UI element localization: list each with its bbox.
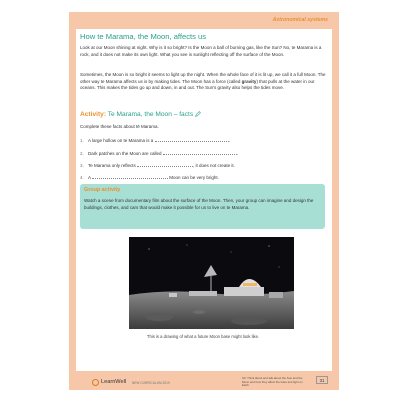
answer-blank[interactable] [137, 162, 193, 167]
question-2 [80, 150, 326, 156]
question-text: Te Marama only reflects [88, 163, 136, 168]
page-title: How te Marama, the Moon, affects us [80, 32, 207, 41]
question-1 [80, 137, 326, 143]
question-text: A [88, 175, 91, 180]
activity-title: Te Marama, the Moon – facts [107, 111, 194, 118]
brand-name: LearnWell [101, 379, 127, 385]
curriculum-note: S3: Think about and talk about the Sun and the Moon and how they affect the tides and light on Earth. [242, 376, 303, 388]
answer-blank[interactable] [155, 137, 229, 142]
question-text-end: , it does not create it. [193, 163, 235, 168]
answer-blank[interactable] [92, 174, 168, 179]
tides-text-before: Sometimes, the Moon is so bright it seems to light up the night. When the whole face of it is lit up, we call it a full Moon. The other way te Marama affects us is by making tides. The Moon has a force (called [80, 72, 326, 84]
question-text-end: . [228, 138, 230, 143]
footer-middle-text: NEW CURRICULUM 2019 [132, 381, 170, 385]
gravity-term: gravity [241, 78, 257, 84]
question-text-end: . [236, 151, 239, 156]
question-text-end: Moon can be very bright. [169, 175, 219, 180]
question-number: 3. [80, 163, 84, 168]
activity-instructions: Complete these facts about tē Marama. [80, 124, 159, 129]
pencil-icon [195, 111, 201, 117]
answer-blank[interactable] [163, 150, 237, 155]
page-number: 31 [316, 376, 328, 384]
question-3 [80, 162, 326, 168]
tides-text-after: ) that pulls at the water in our oceans. This makes the tides go up and down, in and out. The Sun's gravity also helps the tides move. [80, 78, 315, 91]
question-number: 2. [80, 151, 84, 156]
group-activity-box [80, 184, 325, 229]
learnwell-logo-icon [92, 379, 99, 386]
group-activity-title: Group activity [84, 187, 121, 193]
image-caption: This is a drawing of what a future Moon base might look like. [146, 334, 260, 339]
question-number: 4. [80, 175, 84, 180]
activity-heading [80, 111, 201, 118]
activity-label: Activity: [80, 111, 107, 118]
group-activity-text: Watch a scene from documentary film about the surface of the Moon. Then, your group can imagine and design the buildings, clothes, and cars that would make it possible for us to live on te Marama. [84, 198, 314, 210]
moon-base-illustration [129, 237, 294, 329]
section-tag: Astronomical systems [272, 17, 328, 23]
tides-paragraph [80, 72, 326, 92]
question-text: A large hollow on te Marama is a [88, 138, 154, 143]
question-4 [80, 174, 326, 180]
question-number: 1. [80, 138, 84, 143]
page-footer [76, 376, 332, 386]
question-text: Dark patches on the Moon are called [88, 151, 162, 156]
intro-paragraph: Look at our Moon shining at night. Why is it so bright? Is the Moon a ball of burning gas, like the Sun? No, te Marama is a rock, and it does not make its own light. What you see is sunlight reflecting off the surface of the Moon. [80, 45, 322, 57]
